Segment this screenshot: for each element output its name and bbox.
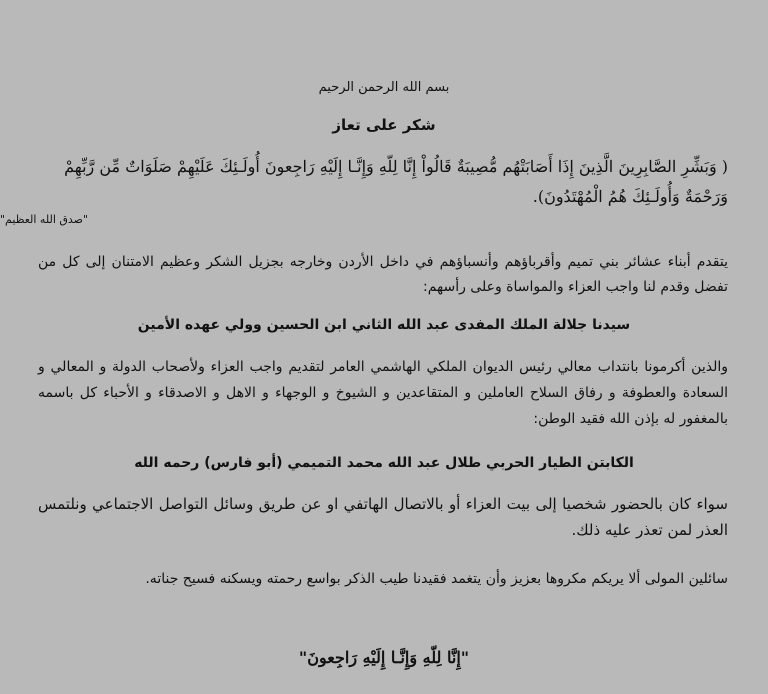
paragraph-thanks-intro: يتقدم أبناء عشائر بني تميم وأقرباؤهم وأنسباؤهم في داخل الأردن وخارجه بجزيل الشكر وعظيم الامتنان إلى كل من تفضل وقدم لنا واجب العزاء والمواساة وعلى رأسهم: — [38, 254, 728, 295]
paragraph-delegation: والذين أكرمونا بانتداب معالي رئيس الديوان الملكي الهاشمي العامر لتقديم واجب العزاء ولأصحاب الدولة و المعالي و السعادة والعطوفة و رفاق السلاح العاملين و المتقاعدين و الشيوخ و الوجهاء و الاهل و الاصدقاء و الأحباء كل باسمه بالمغفور له بإذن الله فقيد الوطن: — [38, 359, 728, 427]
paragraph-attendance: سواء كان بالحضور شخصيا إلى بيت العزاء أو بالاتصال الهاتفي او عن طريق وسائل التواصل الاجتماعي ونلتمس العذر لمن تعذر عليه ذلك. — [38, 495, 728, 539]
page-title: شكر على تعاز — [332, 116, 436, 134]
quran-verse: ( وَبَشِّرِ الصَّابِرِينَ الَّذِينَ إِذَا أَصَابَتْهُم مُّصِيبَةٌ قَالُواْ إِنَّا لِلّهِ وَإِنَّـا إِلَيْهِ رَاجِعونَ أُولَـئِكَ عَلَيْهِمْ صَلَوَاتٌ مِّن رَّبِّهِمْ وَرَحْمَةٌ وَأُولَـئِكَ هُمُ الْمُهْتَدُونَ). — [64, 157, 728, 206]
king-line: سيدنا جلالة الملك المفدى عبد الله الثاني ابن الحسين وولي عهده الأمين — [137, 317, 631, 333]
closing-verse: "إِنَّا لِلّهِ وَإِنَّـا إِلَيْهِ رَاجِعونَ" — [298, 648, 470, 667]
basmala: بسم الله الرحمن الرحيم — [318, 80, 450, 95]
paragraph-prayer: سائلين المولى ألا يريكم مكروها بعزيز وأن يتغمد فقيدنا طيب الذكر بواسع رحمته ويسكنه فسيح جناته. — [145, 571, 728, 587]
deceased-name-line: الكابتن الطيار الحربي طلال عبد الله محمد التميمي (أبو فارس) رحمه الله — [134, 455, 634, 471]
verse-source: "صدق الله العظيم" — [0, 213, 89, 226]
